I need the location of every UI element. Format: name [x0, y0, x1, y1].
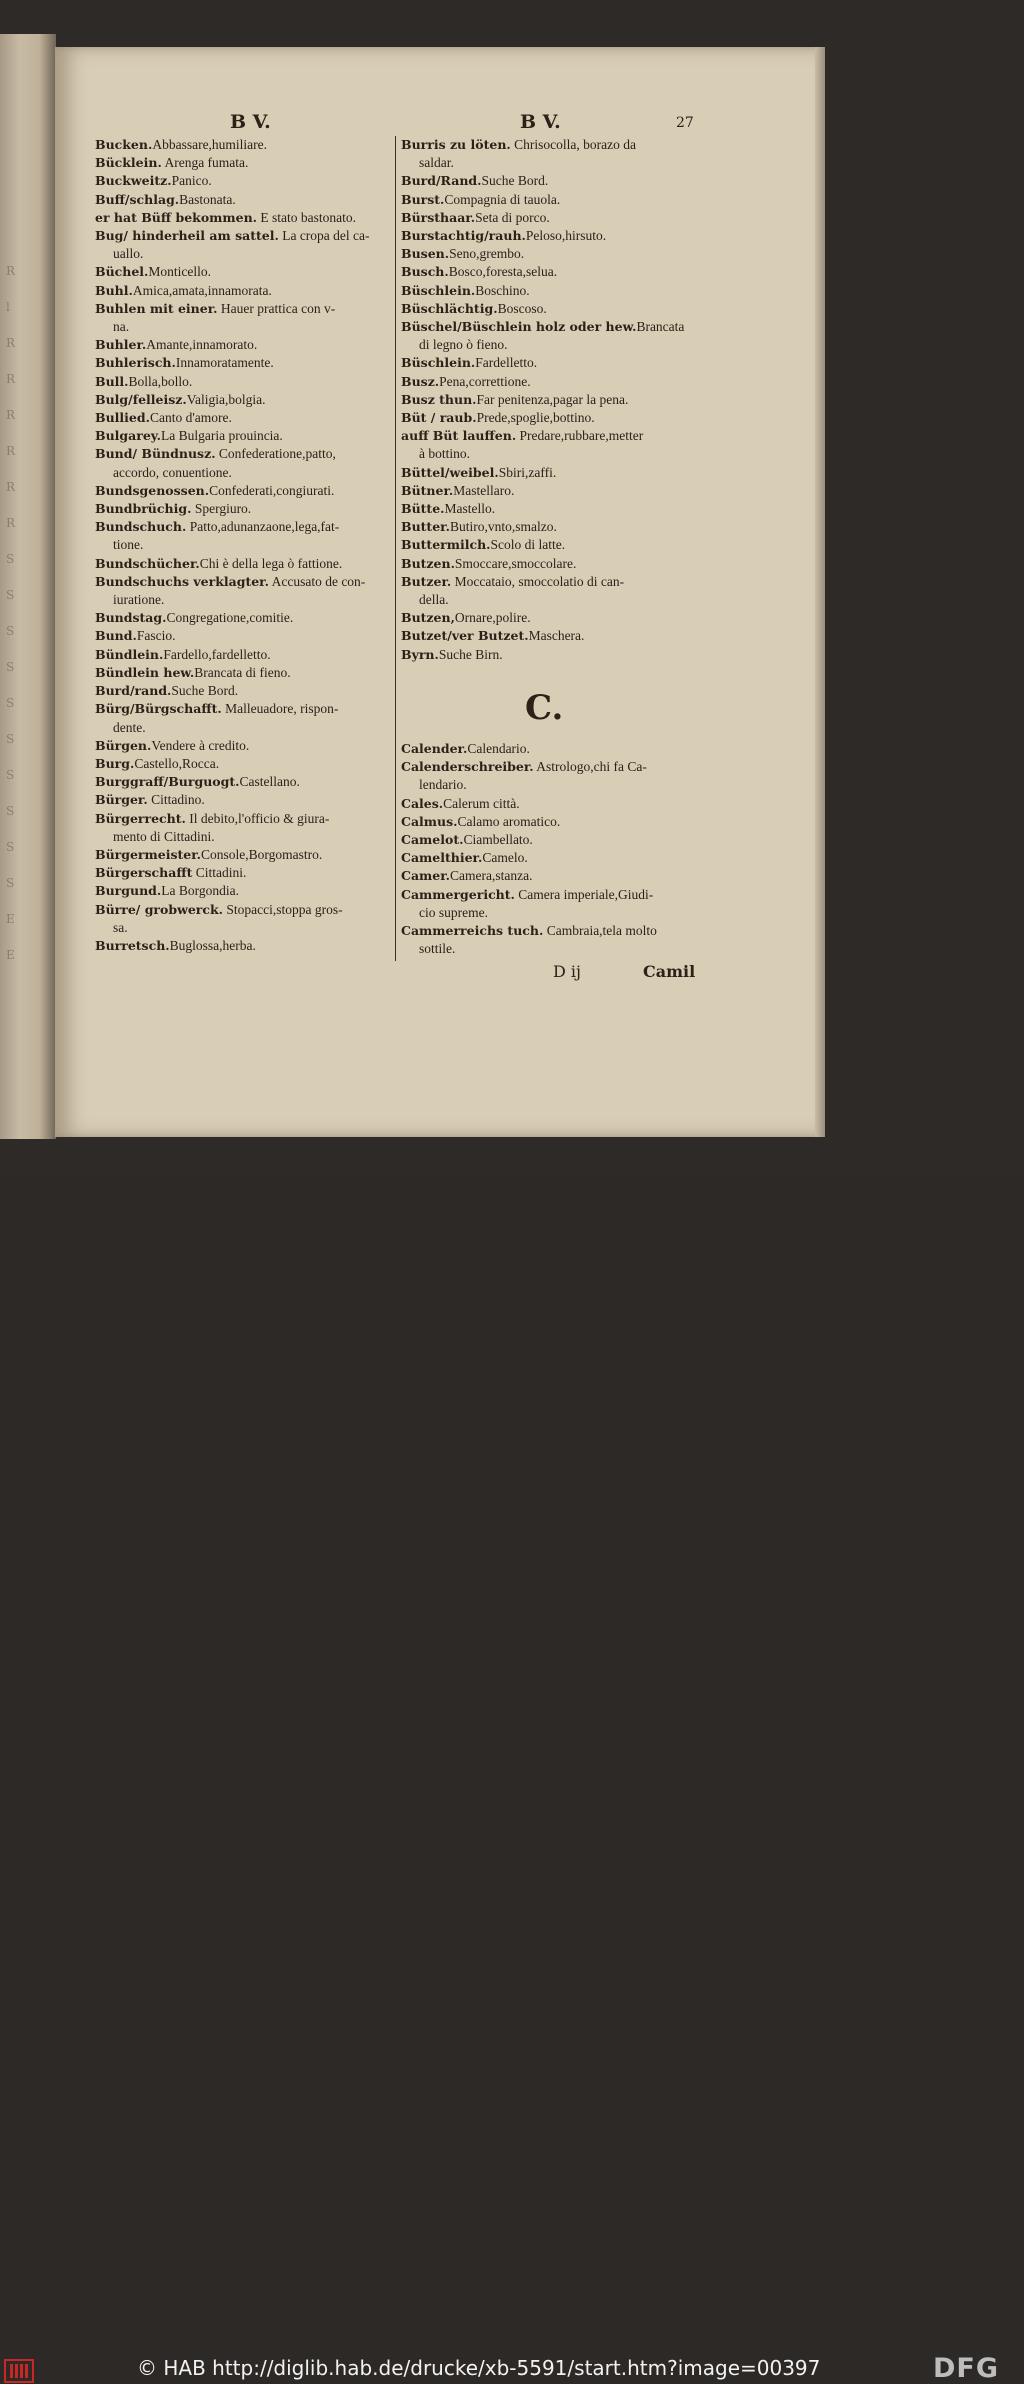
- dictionary-entry: [401, 482, 701, 500]
- entry-headword: Bundschuch.: [95, 519, 187, 535]
- dictionary-entry: [401, 300, 701, 318]
- dictionary-entry: [401, 627, 701, 645]
- dictionary-entry: [401, 867, 701, 885]
- dictionary-entry: [401, 758, 701, 776]
- entry-headword: Bürsthaar.: [401, 209, 476, 225]
- entry-headword: Bull.: [95, 373, 129, 389]
- entry-headword: Bürger.: [95, 792, 148, 808]
- entry-translation: Bastonata.: [179, 191, 236, 207]
- entry-translation: Brancata: [636, 319, 685, 335]
- entry-headword: Calmus.: [401, 813, 458, 829]
- entry-headword: Bütte.: [401, 501, 445, 517]
- entry-continuation: [95, 719, 385, 737]
- entry-headword: Bundschuchs verklagter.: [95, 573, 269, 589]
- entry-headword: Burd/rand.: [95, 683, 172, 699]
- right-column: [401, 136, 701, 664]
- dictionary-entry: [401, 795, 701, 813]
- entry-translation: Seno,grembo.: [449, 246, 525, 262]
- entry-translation: Prede,spoglie,bottino.: [476, 410, 595, 426]
- running-header-left: B V.: [230, 111, 271, 133]
- dictionary-entry: [95, 209, 385, 227]
- dictionary-entry: [401, 740, 701, 758]
- entry-headword: Buff/schlag.: [95, 191, 180, 207]
- dictionary-entry: [401, 849, 701, 867]
- footer-bar: [0, 1175, 1024, 2384]
- dictionary-entry: [401, 518, 701, 536]
- entry-translation: Brancata di fieno.: [194, 664, 291, 680]
- entry-headword: Büschlein.: [401, 355, 476, 371]
- entry-translation: Scolo di latte.: [490, 537, 566, 553]
- entry-translation: Canto d'amore.: [149, 410, 232, 426]
- entry-headword: Burd/Rand.: [401, 173, 482, 189]
- dictionary-entry: [401, 245, 701, 263]
- entry-continuation: [95, 318, 385, 336]
- column-rule: [395, 136, 396, 961]
- entry-headword: Cammerreichs tuch.: [401, 923, 544, 939]
- entry-translation: uallo.: [113, 246, 144, 262]
- entry-headword: Byrn.: [401, 646, 439, 662]
- entry-headword: Bürgerrecht.: [95, 810, 186, 826]
- dictionary-entry: [95, 518, 385, 536]
- entry-headword: Bürgerschafft: [95, 865, 193, 881]
- dictionary-entry: [95, 227, 385, 245]
- entry-translation: Bosco,foresta,selua.: [448, 264, 558, 280]
- facing-page-ghost-letter: S: [6, 624, 15, 638]
- dictionary-entry: [95, 555, 385, 573]
- dictionary-entry: [401, 227, 701, 245]
- entry-translation: Innamoratamente.: [175, 355, 274, 371]
- dictionary-entry: [95, 373, 385, 391]
- dictionary-entry: [401, 500, 701, 518]
- entry-continuation: [401, 336, 701, 354]
- entry-translation: Predare,rubbare,metter: [516, 428, 644, 444]
- entry-translation: La Bulgaria prouincia.: [160, 428, 283, 444]
- dictionary-entry: [401, 282, 701, 300]
- entry-headword: Camelthier.: [401, 850, 483, 866]
- entry-headword: Calenderschreiber.: [401, 759, 534, 775]
- dictionary-entry: [95, 810, 385, 828]
- entry-headword: Buhler.: [95, 337, 147, 353]
- entry-headword: Bürre/ grobwerck.: [95, 901, 224, 917]
- entry-headword: Bulgarey.: [95, 428, 161, 444]
- dictionary-entry: [95, 573, 385, 591]
- dictionary-entry: [95, 682, 385, 700]
- entry-translation: Smoccare,smoccolare.: [454, 555, 577, 571]
- entry-translation: Ciambellato.: [463, 832, 533, 848]
- dictionary-entry: [401, 922, 701, 940]
- entry-translation: La Borgondia.: [161, 883, 239, 899]
- entry-headword: Camelot.: [401, 832, 464, 848]
- entry-headword: Bürgermeister.: [95, 846, 201, 862]
- dictionary-entry: [95, 664, 385, 682]
- dictionary-entry: [401, 573, 701, 591]
- entry-headword: Bullied.: [95, 410, 150, 426]
- entry-translation: Suche Birn.: [438, 646, 503, 662]
- entry-headword: Buhl.: [95, 282, 133, 298]
- dfg-logo: DFG: [933, 2353, 1000, 2384]
- entry-headword: Butzet/ver Butzet.: [401, 628, 529, 644]
- dictionary-entry: [95, 755, 385, 773]
- facing-page-ghost-letter: S: [6, 552, 15, 566]
- entry-translation: Castellano.: [239, 774, 300, 790]
- dictionary-entry: [401, 391, 701, 409]
- entry-translation: Panico.: [171, 173, 212, 189]
- entry-headword: Butzen.: [401, 555, 455, 571]
- page-edge: [815, 47, 825, 1137]
- entry-headword: Calender.: [401, 741, 468, 756]
- entry-headword: er hat Büff bekommen.: [95, 209, 258, 225]
- dictionary-entry: [95, 609, 385, 627]
- dictionary-entry: [401, 813, 701, 831]
- entry-continuation: [401, 776, 701, 794]
- hab-logo-icon: [4, 2358, 34, 2384]
- entry-translation: lendario.: [419, 777, 467, 793]
- facing-page-ghost-letter: S: [6, 696, 15, 710]
- dictionary-entry: [95, 282, 385, 300]
- facing-page-ghost-letter: R: [6, 480, 16, 494]
- entry-translation: Vendere à credito.: [151, 737, 250, 753]
- dictionary-entry: [95, 263, 385, 281]
- dictionary-entry: [95, 336, 385, 354]
- entry-continuation: [95, 536, 385, 554]
- entry-translation: Cittadini.: [192, 865, 247, 881]
- entry-headword: Bundsgenossen.: [95, 482, 210, 498]
- entry-continuation: [401, 940, 701, 958]
- dictionary-entry: [95, 427, 385, 445]
- entry-translation: Calendario.: [467, 741, 530, 756]
- facing-page-ghost-letter: R: [6, 264, 16, 278]
- entry-translation: Chrisocolla, borazo da: [510, 137, 636, 152]
- entry-translation: Malleuadore, rispon-: [221, 701, 339, 717]
- facing-page-edge: [0, 34, 56, 1139]
- dictionary-entry: [95, 354, 385, 372]
- entry-translation: Peloso,hirsuto.: [525, 228, 607, 244]
- entry-headword: Bulg/felleisz.: [95, 391, 187, 407]
- dictionary-entry: [95, 937, 385, 955]
- entry-translation: Camelo.: [482, 850, 528, 866]
- entry-headword: Bürgen.: [95, 737, 152, 753]
- dictionary-entry: [95, 864, 385, 882]
- page-number: 27: [676, 115, 694, 131]
- entry-headword: Büschlein.: [401, 282, 476, 298]
- dictionary-entry: [401, 831, 701, 849]
- entry-translation: Mastello.: [444, 501, 496, 517]
- entry-headword: Büttel/weibel.: [401, 464, 499, 480]
- dictionary-entry: [95, 300, 385, 318]
- entry-translation: La cropa del ca-: [278, 228, 370, 244]
- entry-translation: Camera imperiale,Giudi-: [514, 886, 654, 902]
- entry-translation: Amante,innamorato.: [146, 337, 258, 353]
- entry-translation: della.: [419, 592, 449, 608]
- entry-continuation: [95, 828, 385, 846]
- dictionary-entry: [401, 427, 701, 445]
- left-column: [95, 136, 385, 955]
- dictionary-entry: [401, 646, 701, 664]
- dictionary-entry: [95, 737, 385, 755]
- entry-translation: Mastellaro.: [453, 482, 515, 498]
- entry-translation: Fascio.: [136, 628, 176, 644]
- facing-page-ghost-letter: S: [6, 660, 15, 674]
- dictionary-entry: [95, 646, 385, 664]
- dictionary-entry: [95, 445, 385, 463]
- entry-headword: Bucken.: [95, 137, 153, 152]
- entry-translation: Cambraia,tela molto: [543, 923, 657, 939]
- entry-headword: Burst.: [401, 191, 445, 207]
- entry-continuation: [95, 919, 385, 937]
- dictionary-entry: [401, 464, 701, 482]
- facing-page-ghost-letter: S: [6, 804, 15, 818]
- entry-translation: Arenga fumata.: [161, 155, 249, 171]
- catchword: Camil: [643, 962, 696, 981]
- entry-headword: Cales.: [401, 795, 444, 811]
- facing-page-ghost-letter: S: [6, 588, 15, 602]
- entry-translation: Congregatione,comitie.: [166, 610, 294, 626]
- dictionary-entry: [401, 191, 701, 209]
- entry-headword: Butter.: [401, 519, 450, 535]
- entry-headword: Busch.: [401, 264, 449, 280]
- entry-headword: Bundstag.: [95, 610, 167, 626]
- entry-translation: Hauer prattica con v-: [217, 300, 336, 316]
- entry-headword: Buhlerisch.: [95, 355, 176, 371]
- entry-headword: Butzer.: [401, 573, 452, 589]
- entry-translation: Calerum città.: [443, 795, 520, 811]
- entry-headword: Bündlein hew.: [95, 664, 195, 680]
- dictionary-entry: [95, 482, 385, 500]
- entry-continuation: [401, 591, 701, 609]
- facing-page-ghost-letter: R: [6, 444, 16, 458]
- dictionary-entry: [95, 846, 385, 864]
- entry-translation: Buglossa,herba.: [169, 937, 256, 953]
- entry-translation: Bolla,bollo.: [128, 373, 193, 389]
- entry-translation: di legno ò fieno.: [419, 337, 508, 353]
- footer-copyright-link[interactable]: © HAB http://diglib.hab.de/drucke/xb-5591/start.htm?image=00397: [137, 2356, 821, 2380]
- dictionary-entry: [401, 136, 701, 154]
- entry-translation: Il debito,l'officio & giura-: [185, 810, 330, 826]
- entry-translation: Pena,correttione.: [439, 373, 531, 389]
- entry-translation: iuratione.: [113, 592, 165, 608]
- entry-translation: E stato bastonato.: [257, 209, 356, 225]
- entry-translation: Patto,adunanzaone,lega,fat-: [186, 519, 340, 535]
- entry-translation: Compagnia di tauola.: [444, 191, 561, 207]
- entry-translation: Fardelletto.: [475, 355, 538, 371]
- dictionary-entry: [95, 409, 385, 427]
- entry-headword: Bündlein.: [95, 646, 164, 662]
- entry-translation: Maschera.: [528, 628, 585, 644]
- entry-translation: accordo, conuentione.: [113, 464, 232, 480]
- facing-page-ghost-letter: S: [6, 732, 15, 746]
- entry-translation: Valigia,bolgia.: [186, 391, 266, 407]
- entry-headword: Bütner.: [401, 482, 454, 498]
- entry-headword: Bund.: [95, 628, 137, 644]
- facing-page-ghost-letter: S: [6, 768, 15, 782]
- entry-translation: Amica,amata,innamorata.: [132, 282, 272, 298]
- dictionary-entry: [95, 500, 385, 518]
- entry-translation: na.: [113, 319, 130, 335]
- entry-headword: Bund/ Bündnusz.: [95, 446, 216, 462]
- dictionary-entry: [401, 318, 701, 336]
- entry-continuation: [95, 591, 385, 609]
- entry-headword: Büschel/Büschlein holz oder hew.: [401, 319, 637, 335]
- facing-page-ghost-letter: E: [6, 948, 15, 962]
- right-column-c-section: [401, 740, 701, 958]
- entry-translation: sa.: [113, 919, 128, 935]
- dictionary-entry: [95, 627, 385, 645]
- entry-translation: Camera,stanza.: [450, 868, 533, 884]
- entry-translation: Accusato de con-: [268, 573, 366, 589]
- entry-headword: Bundbrüchig.: [95, 501, 192, 517]
- entry-continuation: [95, 464, 385, 482]
- entry-headword: Burretsch.: [95, 937, 170, 953]
- dictionary-entry: [401, 609, 701, 627]
- entry-continuation: [401, 904, 701, 922]
- dictionary-entry: [401, 886, 701, 904]
- entry-translation: Calamo aromatico.: [457, 813, 561, 829]
- entry-translation: Far penitenza,pagar la pena.: [476, 391, 629, 407]
- dictionary-entry: [401, 354, 701, 372]
- entry-translation: Suche Bord.: [171, 683, 239, 699]
- dictionary-entry: [95, 136, 385, 154]
- entry-headword: Burggraff/Burguogt.: [95, 774, 240, 790]
- entry-translation: Chi è della lega ò fattione.: [199, 555, 343, 571]
- entry-translation: Suche Bord.: [481, 173, 549, 189]
- dictionary-entry: [401, 263, 701, 281]
- entry-translation: Seta di porco.: [475, 209, 550, 225]
- entry-translation: Ornare,polire.: [454, 610, 531, 626]
- entry-translation: Monticello.: [148, 264, 212, 280]
- entry-headword: Camer.: [401, 868, 451, 884]
- entry-headword: auff Büt lauffen.: [401, 428, 517, 444]
- entry-translation: saldar.: [419, 155, 454, 171]
- section-letter-c: C.: [525, 688, 564, 728]
- entry-headword: Burstachtig/rauh.: [401, 228, 526, 244]
- entry-translation: Confederatione,patto,: [215, 446, 336, 462]
- entry-headword: Busz.: [401, 373, 440, 389]
- entry-headword: Bug/ hinderheil am sattel.: [95, 228, 279, 244]
- entry-headword: Butzen,: [401, 610, 455, 626]
- entry-headword: Burgund.: [95, 883, 162, 899]
- entry-translation: mento di Cittadini.: [113, 828, 215, 844]
- entry-headword: Buhlen mit einer.: [95, 300, 218, 316]
- entry-translation: Moccataio, smoccolatio di can-: [451, 573, 625, 589]
- entry-continuation: [401, 445, 701, 463]
- dictionary-entry: [401, 409, 701, 427]
- entry-headword: Büt / raub.: [401, 410, 477, 426]
- entry-translation: Abbassare,humiliare.: [152, 137, 268, 152]
- dictionary-entry: [401, 172, 701, 190]
- dictionary-entry: [401, 373, 701, 391]
- entry-translation: sottile.: [419, 941, 456, 957]
- entry-continuation: [95, 245, 385, 263]
- entry-headword: Burg.: [95, 755, 135, 771]
- dictionary-entry: [401, 209, 701, 227]
- facing-page-ghost-letter: R: [6, 408, 16, 422]
- facing-page-ghost-letter: E: [6, 912, 15, 926]
- dictionary-entry: [95, 391, 385, 409]
- entry-translation: à bottino.: [419, 446, 470, 462]
- dictionary-entry: [95, 773, 385, 791]
- entry-headword: Burris zu löten.: [401, 137, 511, 152]
- entry-translation: Castello,Rocca.: [134, 755, 220, 771]
- facing-page-ghost-letter: R: [6, 372, 16, 386]
- entry-translation: Boschino.: [475, 282, 530, 298]
- entry-translation: Confederati,congiurati.: [209, 482, 335, 498]
- entry-translation: Console,Borgomastro.: [201, 846, 323, 862]
- entry-translation: dente.: [113, 719, 146, 735]
- signature-mark: D ij: [553, 962, 581, 981]
- dictionary-entry: [95, 191, 385, 209]
- entry-headword: Buckweitz.: [95, 173, 172, 189]
- entry-translation: Sbiri,zaffi.: [498, 464, 557, 480]
- entry-headword: Cammergericht.: [401, 886, 515, 902]
- entry-headword: Bürg/Bürgschafft.: [95, 701, 222, 717]
- dictionary-entry: [401, 536, 701, 554]
- entry-headword: Büschlächtig.: [401, 300, 498, 316]
- entry-headword: Bundschücher.: [95, 555, 200, 571]
- entry-headword: Bücklein.: [95, 155, 162, 171]
- entry-headword: Busen.: [401, 246, 450, 262]
- facing-page-ghost-letter: S: [6, 876, 15, 890]
- scan-background: [0, 0, 1024, 1175]
- dictionary-entry: [401, 555, 701, 573]
- entry-continuation: [401, 154, 701, 172]
- dictionary-entry: [95, 791, 385, 809]
- entry-translation: Spergiuro.: [191, 501, 252, 517]
- entry-translation: Astrologo,chi fa Ca-: [533, 759, 647, 775]
- entry-headword: Busz thun.: [401, 391, 477, 407]
- running-header-right: B V.: [520, 111, 561, 133]
- entry-translation: Butiro,vnto,smalzo.: [449, 519, 557, 535]
- entry-headword: Büchel.: [95, 264, 149, 280]
- entry-translation: tione.: [113, 537, 144, 553]
- dictionary-entry: [95, 700, 385, 718]
- entry-translation: Cittadino.: [147, 792, 205, 808]
- dictionary-entry: [95, 882, 385, 900]
- facing-page-ghost-letter: S: [6, 840, 15, 854]
- facing-page-ghost-letter: l: [6, 300, 10, 314]
- entry-translation: Stopacci,stoppa gros-: [223, 901, 343, 917]
- dictionary-entry: [95, 901, 385, 919]
- facing-page-ghost-letter: R: [6, 336, 16, 350]
- dictionary-entry: [95, 154, 385, 172]
- dictionary-entry: [95, 172, 385, 190]
- facing-page-ghost-letter: R: [6, 516, 16, 530]
- entry-headword: Buttermilch.: [401, 537, 491, 553]
- entry-translation: Fardello,fardelletto.: [163, 646, 271, 662]
- entry-translation: Boscoso.: [497, 300, 547, 316]
- entry-translation: cio supreme.: [419, 904, 488, 920]
